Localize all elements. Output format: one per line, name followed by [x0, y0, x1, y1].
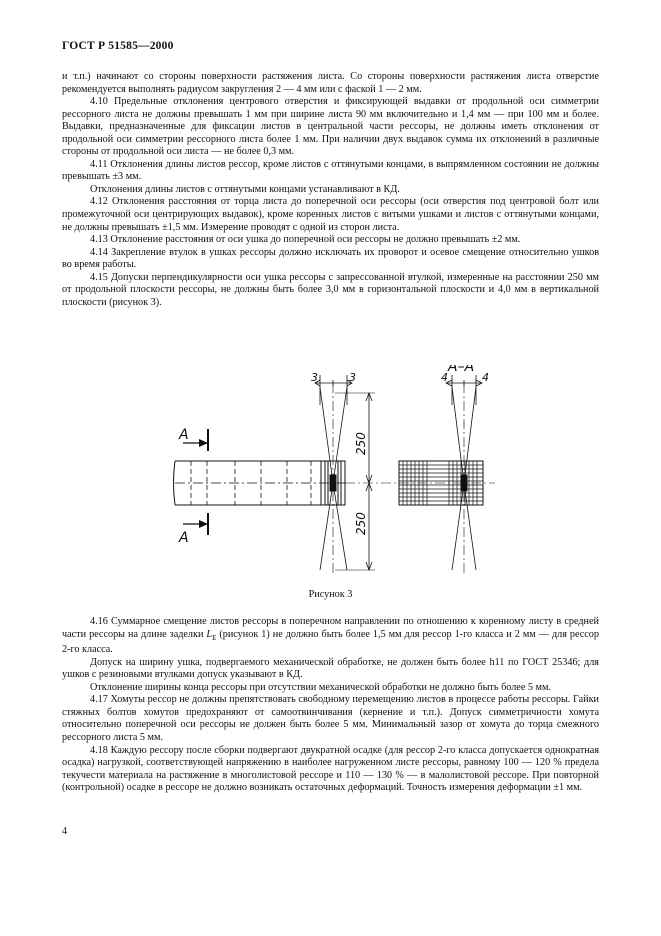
paragraph-4-17: 4.17 Хомуты рессор не должны препятствовать свободному перемещению листов в процессе работы рессоры. Гайки стяжных болтов хомутов предохраняют от самоотвинчивания (кернение и т.п.). Допуск симметричности хомута относительно поперечной оси рессоры не должен быть более 5 мм. Минимальный зазор от хомута до торца смежного рессорного листа 5 мм.: [62, 694, 599, 743]
section-view-title: А–А: [448, 365, 475, 375]
dim-upper-250: 250: [354, 432, 368, 455]
bottom-text-block: [62, 616, 599, 795]
paragraph-4-14: 4.14 Закрепление втулок в ушках рессоры должно исключать их проворот и осевое смещение относительно ушков во время работы.: [62, 246, 599, 271]
paragraph-4-11-note: Отклонения длины листов с оттянутыми концами устанавливают в КД.: [90, 183, 400, 195]
paragraph-4-10: 4.10 Предельные отклонения центрового отверстия и фиксирующей выдавки от продольной оси симметрии рессорного листа не должны превышать 1 мм при ширине листа 90 мм включительно и 1,4 мм — при 100 мм и более. Выдавки, предназначенные для фиксации листов в центральной части рессоры, не должны иметь отклонения от продольной оси симметрии рессорного листа более 1 мм. При наличии двух выдавок сумма их отклонений в различные стороны от продольной оси листа — не более 0,3 мм.: [62, 96, 599, 158]
paragraph-4-16-part2: (рисунок 1) не должно быть более 1,5 мм для рессор 1-го класса и 2 мм — для рессор 2-го класса.: [62, 628, 599, 656]
symbol-l: L: [206, 628, 213, 640]
paragraph-4-18: 4.18 Каждую рессору после сборки подвергают двукратной осадке (для рессор 2-го класса допускается однократная осадка) нагрузкой, соответствующей напряжению в наиболее нагруженном листе рессоры, равному 100 — 120 % предела текучести материала на растяжение в многолистовой рессоре и 110 — 130 % — в малолистовой рессоре. При повторной (контрольной) осадке в рессоре не должно возникать остаточных деформаций. Точность измерения деформации ±1 мм.: [62, 744, 599, 794]
section-marks: [183, 429, 208, 535]
figure-caption: Рисунок 3: [308, 589, 353, 600]
paragraph-4-16-part1: 4.16 Суммарное смещение листов рессоры в поперечном направлении по отношению к коренному листу в средней части рессоры на длине заделки: [62, 616, 599, 640]
dim-lower-250: 250: [354, 512, 368, 535]
paragraph-4-13: 4.13 Отклонение расстояния от оси ушка до поперечной оси рессоры не должно превышать ±2 мм.: [90, 234, 521, 246]
dim-right-1: 4: [441, 371, 448, 384]
eye-axis-tolerance-right: [446, 375, 482, 575]
paragraph-eye-width: Допуск на ширину ушка, подвергаемого механической обработке, не должен быть более h11 по ГОСТ 25346; для ушков с резиновыми втулками допуск указывают в КД.: [62, 656, 599, 681]
section-label-top: А: [179, 427, 189, 443]
document-header: ГОСТ Р 51585—2000: [62, 40, 174, 52]
spring-side-view: [174, 461, 346, 505]
paragraph-4-16: [62, 616, 599, 657]
dim-left-1: 3: [311, 371, 318, 384]
figure-3-drawing: [165, 365, 510, 580]
paragraph-4-15: 4.15 Допуски перпендикулярности оси ушка рессоры с запрессованной втулкой, измеренные на расстоянии 250 мм от продольной плоскости рессоры, не должны быть более 3,0 мм в горизонтальной плоскости и 4,0 мм в вертикальной плоскости (рисунок 3).: [62, 271, 599, 308]
paragraph-continuation: и т.п.) начинают со стороны поверхности растяжения листа. Со стороны поверхности растяжения листа отверстие рекомендуется выполнять радиусом закругления 2 — 4 мм или с фаской 1 — 2 мм.: [62, 71, 599, 95]
page-number: 4: [62, 826, 68, 837]
dim-right-2: 4: [482, 371, 489, 384]
section-label-bottom: А: [179, 530, 189, 546]
dim-left-2: 3: [349, 371, 356, 384]
paragraph-end-width: Отклонение ширины конца рессоры при отсутствии механической обработки не должно быть более 5 мм.: [90, 681, 551, 693]
symbol-subscript: E: [212, 633, 217, 642]
paragraph-4-11: 4.11 Отклонения длины листов рессор, кроме листов с оттянутыми концами, в выпрямленном состоянии не должны превышать ±3 мм.: [62, 158, 599, 183]
paragraph-4-12: 4.12 Отклонения расстояния от торца листа до поперечной оси рессоры (оси отверстия под центровой болт или промежуточной оси центрирующих выдавок), кроме коренных листов с витыми ушками и листов с оттянутыми концами, не должны превышать ±1,5 мм. Измерение проводят с одной из сторон листа.: [62, 196, 599, 233]
top-text-block: [62, 71, 599, 309]
